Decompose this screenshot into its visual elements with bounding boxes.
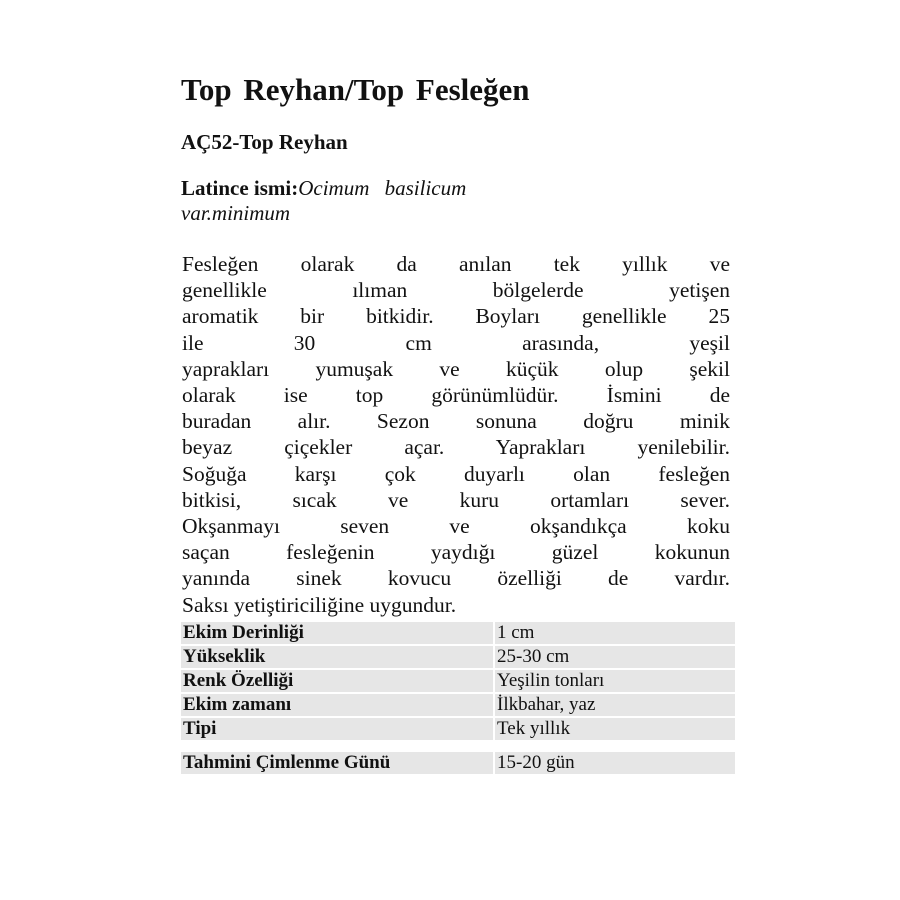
description-line: genellikle ılıman bölgelerde yetişen: [182, 278, 730, 303]
description-line: saçan fesleğenin yaydığı güzel kokunun: [182, 540, 730, 565]
row-value: Yeşilin tonları: [494, 669, 736, 693]
latin-name: [181, 176, 741, 226]
table-spacer: [180, 741, 736, 751]
row-value: Tek yıllık: [494, 717, 736, 741]
table-row: [180, 751, 736, 775]
row-value: 15-20 gün: [494, 751, 736, 775]
row-value: İlkbahar, yaz: [494, 693, 736, 717]
row-key: Ekim Derinliği: [180, 621, 494, 645]
row-key: Tahmini Çimlenme Günü: [180, 751, 494, 775]
table-row: [180, 645, 736, 669]
description-line: beyaz çiçekler açar. Yaprakları yenilebilir.: [182, 435, 730, 460]
table-spacer: [180, 775, 736, 791]
table-row: [180, 717, 736, 741]
description-line: bitkisi, sıcak ve kuru ortamları sever.: [182, 487, 730, 512]
row-value: 1 cm: [494, 621, 736, 645]
row-key: Yükseklik: [180, 645, 494, 669]
latin-label: Latince ismi:: [181, 176, 299, 200]
row-value: 25-30 cm: [494, 645, 736, 669]
description-line: Okşanmayı seven ve okşandıkça koku: [182, 514, 730, 539]
row-key: Tipi: [180, 717, 494, 741]
description-line: ile 30 cm arasında, yeşil: [182, 330, 730, 355]
latin-name-line2: var.minimum: [181, 201, 291, 225]
description-line: yaprakları yumuşak ve küçük olup şekil: [182, 356, 730, 381]
row-key: Renk Özelliği: [180, 669, 494, 693]
description-line: yanında sinek kovucu özelliği de vardır.: [182, 566, 730, 591]
table-row: [180, 621, 736, 645]
description-line: buradan alır. Sezon sonuna doğru minik: [182, 409, 730, 434]
table-row: [180, 669, 736, 693]
description-line: aromatik bir bitkidir. Boyları genellikle 25: [182, 304, 730, 329]
product-code: AÇ52-Top Reyhan: [181, 130, 348, 154]
description-line: Saksı yetiştiriciliğine uygundur.: [182, 592, 457, 617]
description-line: olarak ise top görünümlüdür. İsmini de: [182, 383, 730, 408]
description-line: Fesleğen olarak da anılan tek yıllık ve: [182, 252, 730, 276]
description: [182, 251, 730, 618]
properties-table: [179, 620, 737, 792]
description-line: Soğuğa karşı çok duyarlı olan fesleğen: [182, 461, 730, 486]
row-key: Ekim zamanı: [180, 693, 494, 717]
latin-name-line1: Ocimum basilicum: [298, 176, 467, 200]
table-row: [180, 693, 736, 717]
page-title: Top Reyhan/Top Fesleğen: [181, 72, 530, 107]
